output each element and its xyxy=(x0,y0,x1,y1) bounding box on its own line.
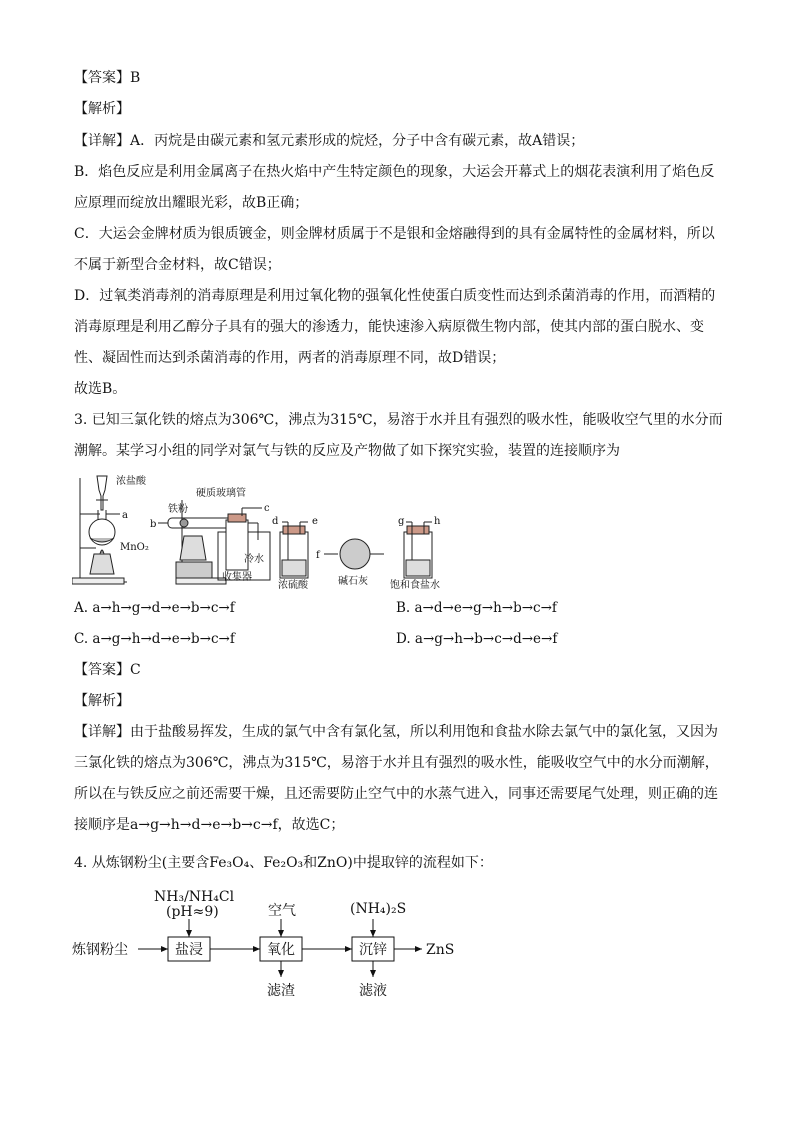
q2-detail-d-line1: D．过氧类消毒剂的消毒原理是利用过氧化物的强氧化性使蛋白质变性而达到杀菌消毒的作用，而酒精的 xyxy=(74,288,716,304)
q2-detail-c-line1: C．大运会金牌材质为银质镀金，则金牌材质属于不是银和金熔融得到的具有金属特性的金属材料，所以 xyxy=(74,226,715,242)
q4-zno: ZnO xyxy=(317,855,348,871)
alcohol-lamp-2 xyxy=(180,536,206,560)
label-collector: 收集器 xyxy=(222,572,252,583)
flow-step3: 沉锌 xyxy=(359,942,387,958)
q2-detail-d-line3: 性、凝固性而达到杀菌消毒的作用，两者的消毒原理不同，故D错误； xyxy=(74,350,506,366)
q4-sep2: 和 xyxy=(303,855,318,871)
flow-step1: 盐浸 xyxy=(175,942,203,958)
flow-reagent2: 空气 xyxy=(268,903,296,919)
q2-detail-b-line1: B．焰色反应是利用金属离子在热火焰中产生特定颜色的现象，大运会开幕式上的烟花表演利用了焰色反 xyxy=(74,164,715,180)
flow-step2: 氧化 xyxy=(267,942,295,958)
label-hard-glass-tube: 硬质玻璃管 xyxy=(196,488,246,499)
q4-fe2o3: Fe₂O₃ xyxy=(263,855,304,871)
q3-detail-line1: 【详解】由于盐酸易挥发，生成的氯气中含有氯化氢，所以利用饱和食盐水除去氯气中的氯化氢，又因为 xyxy=(74,724,718,740)
label-h: h xyxy=(434,516,441,527)
flow-waste2: 滤液 xyxy=(359,983,387,999)
label-soda-lime: 碱石灰 xyxy=(338,576,368,587)
q2-detail-d-line2: 消毒原理是利用乙醇分子具有的强大的渗透力，能快速渗入病原微生物内部，使其内部的蛋白脱水、变 xyxy=(74,319,704,335)
q2-detail-c-line2: 不属于新型合金材料，故C错误； xyxy=(74,257,281,273)
q3-option-b: B. a→d→e→g→h→b→c→f xyxy=(396,600,557,616)
flow-waste1: 滤渣 xyxy=(267,983,295,999)
q4-sep1: 、 xyxy=(249,855,264,871)
flow-reagent1-line2: (pH≈9) xyxy=(166,904,219,920)
apparatus-figure xyxy=(72,470,452,590)
label-g: g xyxy=(398,516,405,527)
q2-conclusion: 故选B。 xyxy=(74,381,127,397)
label-e: e xyxy=(312,516,318,527)
label-conc-hcl: 浓盐酸 xyxy=(116,476,146,487)
q4-stem xyxy=(74,853,724,873)
flow-feed: 炼钢粉尘 xyxy=(72,942,128,958)
iron-powder xyxy=(180,519,188,527)
q3-option-c: C. a→g→h→d→e→b→c→f xyxy=(74,631,235,647)
label-c: c xyxy=(264,503,270,514)
q3-detail-line3: 所以在与铁反应之前还需要干燥，且还需要防止空气中的水蒸气进入，同事还需要尾气处理，则正确的连 xyxy=(74,786,718,802)
label-sat-nacl: 饱和食盐水 xyxy=(390,580,440,590)
q3-detail-line4: 接顺序是a→g→h→d→e→b→c→f，故选C； xyxy=(74,817,345,833)
q3-stem-line2: 潮解。某学习小组的同学对氯气与铁的反应及产物做了如下探究实验，装置的连接顺序为 xyxy=(74,443,620,459)
q2-analysis-heading: 【解析】 xyxy=(74,101,130,117)
label-conc-h2so4: 浓硫酸 xyxy=(278,580,308,590)
label-d: d xyxy=(272,516,279,527)
label-iron-powder: 铁粉 xyxy=(168,504,188,515)
flow-product: ZnS xyxy=(426,942,455,958)
q4-fe3o4: Fe₃O₄ xyxy=(209,855,250,871)
q3-option-a: A. a→h→g→d→e→b→c→f xyxy=(74,600,235,616)
q2-detail-b-line2: 应原理而绽放出耀眼光彩，故B正确； xyxy=(74,195,309,211)
label-b: b xyxy=(150,519,157,530)
soda-lime-tube xyxy=(340,539,370,569)
q3-option-d: D. a→g→h→b→c→d→e→f xyxy=(396,631,558,647)
q4-stem-prefix: 4. 从炼钢粉尘(主要含 xyxy=(74,855,210,871)
alcohol-lamp-1 xyxy=(90,554,114,574)
separatory-funnel xyxy=(97,476,107,510)
q2-detail-a: 【详解】A．丙烷是由碳元素和氢元素形成的烷烃，分子中含有碳元素，故A错误； xyxy=(74,133,585,149)
q2-answer: 【答案】B xyxy=(74,70,141,86)
label-mno2: MnO₂ xyxy=(120,542,149,553)
q4-stem-suffix: )中提取锌的流程如下： xyxy=(347,855,493,871)
label-a: a xyxy=(122,510,128,521)
q3-detail-line2: 三氯化铁的熔点为306℃，沸点为315℃，易溶于水并且有强烈的吸水性，能吸收空气中的水分而潮解， xyxy=(74,755,719,771)
label-f: f xyxy=(316,550,320,561)
label-cold-water: 冷水 xyxy=(244,554,264,565)
q3-stem-line1: 3. 已知三氯化铁的熔点为306℃，沸点为315℃，易溶于水并且有强烈的吸水性，能吸收空气里的水分而 xyxy=(74,412,723,428)
flow-reagent1-line1: NH₃/NH₄Cl xyxy=(154,889,235,905)
q3-answer: 【答案】C xyxy=(74,662,141,678)
flow-reagent3: (NH₄)₂S xyxy=(350,901,407,917)
process-flowchart xyxy=(72,885,492,1005)
q3-analysis-heading: 【解析】 xyxy=(74,693,130,709)
support-block xyxy=(176,562,212,578)
